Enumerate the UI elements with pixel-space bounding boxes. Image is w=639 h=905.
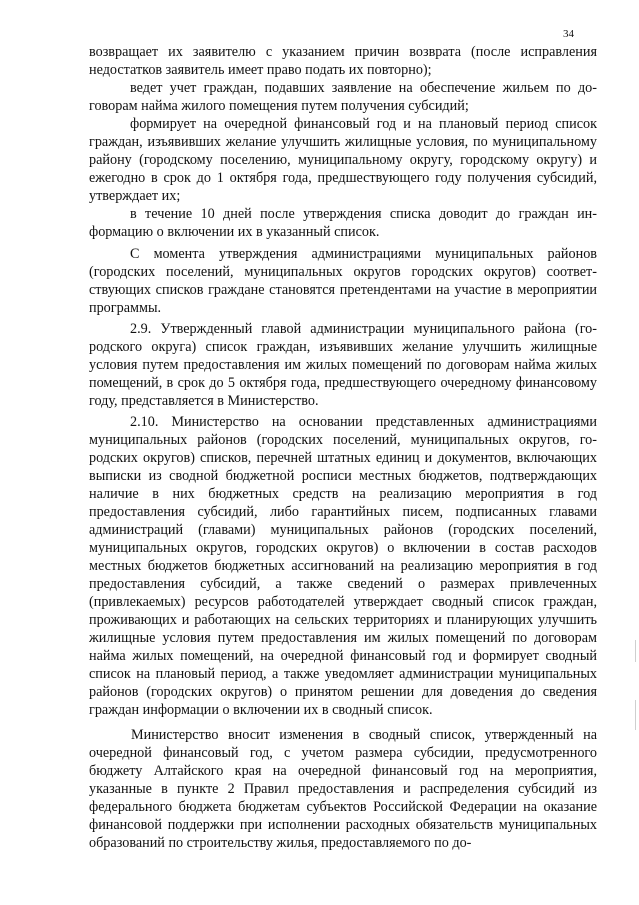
scan-margin-mark: [635, 700, 636, 730]
paragraph-ministry-changes: Министерство вносит изменения в сводный список, утвержденный на очередной финансовый год, с учетом размера субсидии, предусмотренного бюджету Алтайского края на очередной финансовый год на мероприятия, указанные в пункте 2 Правил предоставления и распределения субсидий из федерального бюджета бюджетам субъектов Российской Федерации на оказание финансовой поддержки при исполнении расходных обязательств муниципальных образований по строительству жилья, предоставляемого по до-: [89, 727, 597, 851]
paragraph-candidates: С момента утверждения администрациями муниципальных районов (городских поселений, муниципальных округов городских округов) соответствующих списков граждане становятся претендентами на участие в мероприятии программы.: [89, 246, 597, 316]
paragraph-clause-2-10: 2.10. Министерство на основании представленных администрациями муниципальных районов (городских поселений, муниципальных округов, городских округов) списков, перечней штатных единиц и документов, включающих выписки из сводной бюджетной росписи местных бюджетов, подтверждающих наличие в них бюджетных средств на реализацию мероприятия в год предоставления субсидий, либо гарантийных писем, подписанных главами администраций (главами) муниципальных районов (городских поселений, муниципальных округов, городских округов) о включении в состав расходов местных бюджетов бюджетных ассигнований на реализацию мероприятия в год предоставления субсидий, а также сведений о размерах привлеченных (привлекаемых) ресурсов работодателей утверждает сводный список граждан, проживающих и работающих на сельских территориях и планирующих улучшить жилищные условия путем предоставления им жилых помещений по договорам найма жилых помещений, на очередной финансовый год и формирует сводный список на плановый период, а также уведомляет администрации муниципальных районов (городских округов) о принятом решении для доведения до сведения граждан информации о включении их в сводный список.: [89, 414, 597, 718]
paragraph-notification: в течение 10 дней после утверждения списка доводит до граждан информацию о включении их в указанный список.: [89, 206, 597, 240]
paragraph-registration-duty: ведет учет граждан, подавших заявление на обеспечение жильем по договорам найма жилого помещения путем получения субсидий;: [89, 80, 597, 114]
page-number: 34: [563, 28, 574, 40]
paragraph-list-formation: формирует на очередной финансовый год и на плановый период список граждан, изъявивших желание улучшить жилищные условия, по муниципальному району (городскому поселению, муниципальному округу, городскому округу) и ежегодно в срок до 1 октября года, предшествующего году получения субсидий, утверждает их;: [89, 116, 597, 204]
paragraph-continuation: возвращает их заявителю с указанием причин возврата (после исправления недостатков заявитель имеет право подать их повторно);: [89, 44, 597, 78]
scan-margin-mark: [635, 640, 636, 662]
paragraph-clause-2-9: 2.9. Утвержденный главой администрации муниципального района (городского округа) список граждан, изъявивших желание улучшить жилищные условия путем предоставления им жилых помещений по договорам найма жилых помещений, в срок до 5 октября года, предшествующего очередному финансовому году, представляется в Министерство.: [89, 321, 597, 409]
document-body: [89, 43, 597, 852]
